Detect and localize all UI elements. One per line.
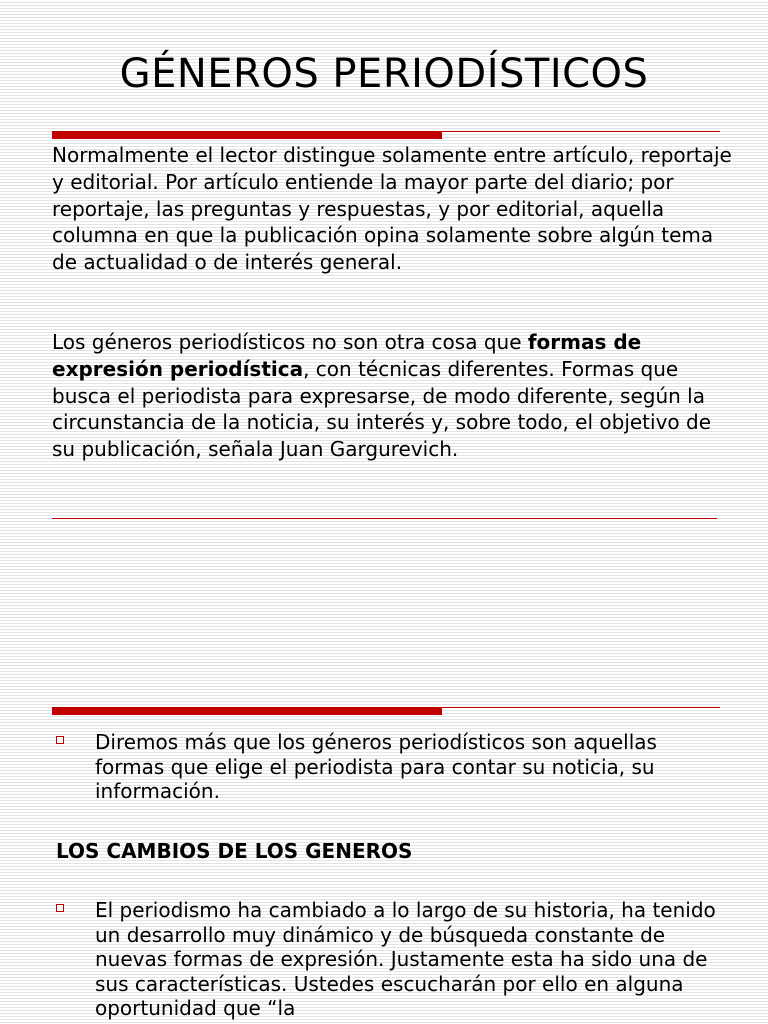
slide-bottom-line (52, 518, 717, 519)
slide2-divider-line (52, 707, 720, 708)
bullet-item-definition (52, 730, 732, 804)
definition-text-start: Los géneros periodísticos no son otra cosa que (52, 330, 528, 354)
definition-text-end: , con técnicas diferentes. Formas que busca el periodista para expresarse, de modo diferente, según la circunstancia de la noticia, su interés y, sobre todo, el objetivo de su publicación, señala Juan Gargurevich. (52, 356, 712, 462)
definition-paragraph (52, 329, 732, 463)
bullet-item-history (52, 898, 732, 1021)
square-bullet-icon (56, 904, 64, 912)
bullet-text-definition: Diremos más que los géneros periodísticos son aquellas formas que elige el periodista para contar su noticia, su información. (95, 730, 657, 804)
definition-emphasis: formas de expresión periodística (52, 330, 642, 381)
title-divider-bar (52, 131, 442, 139)
square-bullet-icon (56, 736, 64, 744)
title-divider-line (52, 131, 720, 132)
bullet-text-history: El periodismo ha cambiado a lo largo de su historia, ha tenido un desarrollo muy dinámico y de búsqueda constante de nuevas formas de expresión. Justamente esta ha sido una de sus características. Ustedes escucharán por ello en alguna oportunidad que “la (95, 898, 716, 1021)
intro-paragraph: Normalmente el lector distingue solamente entre artículo, reportaje y editorial. Por artículo entiende la mayor parte del diario; por reportaje, las preguntas y respuestas, y por editorial, aquella columna en que la publicación opina solamente sobre algún tema de actualidad o de interés general. (52, 143, 732, 275)
slide-title: GÉNEROS PERIODÍSTICOS (119, 51, 649, 97)
slide2-divider-bar (52, 707, 442, 715)
section-heading: LOS CAMBIOS DE LOS GENEROS (56, 839, 413, 863)
